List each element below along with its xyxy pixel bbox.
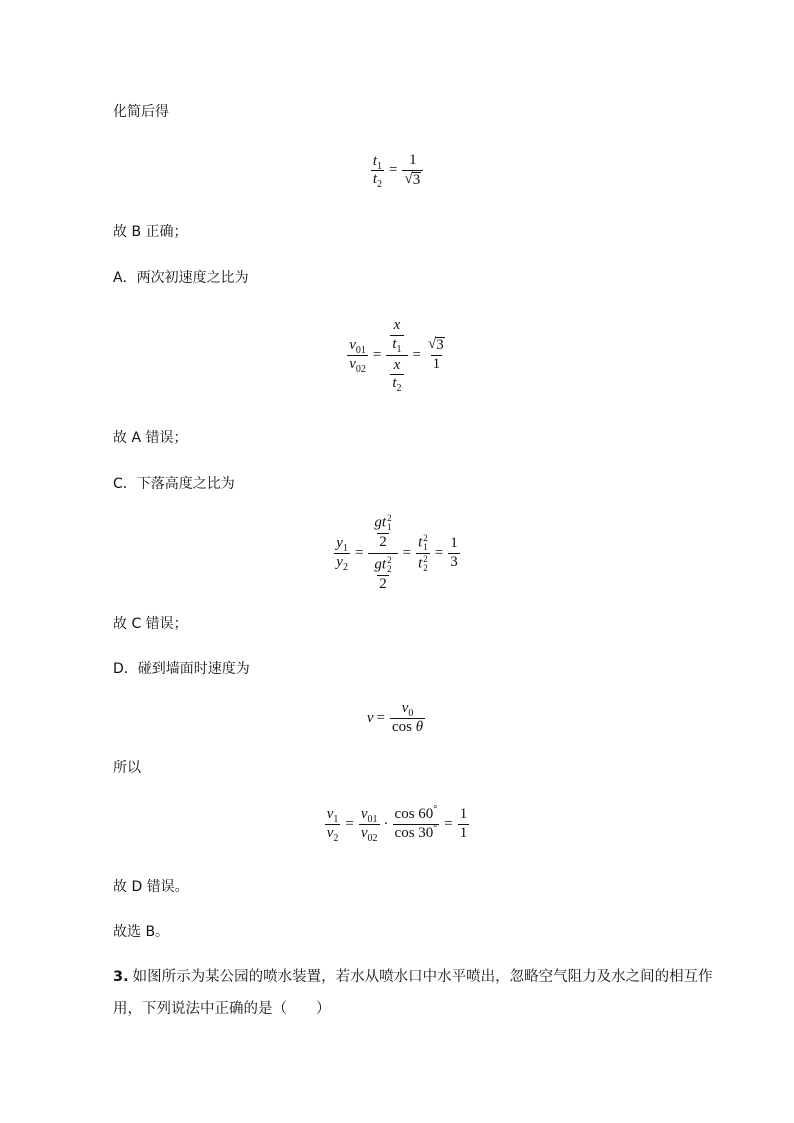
equation-time-ratio: $\frac{t_1}{t_2}$ = 1 √ 3 <box>0 153 794 189</box>
text-conclusion-c: 故 C 错误； <box>113 616 188 632</box>
text-conclusion-a: 故 A 错误； <box>113 430 188 446</box>
text-so: 所以 <box>113 760 141 776</box>
question-number: 3. <box>113 969 129 985</box>
question-3-line2: 用，下列说法中正确的是（ ） <box>113 1001 331 1017</box>
text-conclusion-b: 故 B 正确； <box>113 224 188 240</box>
question-3-line1: 3. 如图所示为某公园的喷水装置，若水从喷水口中水平喷出，忽略空气阻力及水之间的相互作 <box>113 969 713 985</box>
text-option-a: A．两次初速度之比为 <box>113 270 249 286</box>
fraction-t1-t2: $\frac{t_1}{t_2}$ <box>372 152 382 191</box>
text-option-c: C．下落高度之比为 <box>113 476 235 492</box>
equation-velocity-ratio: $\frac{v_{01}}{v_{02}}$ = $\frac{\frac{x}{t_1}}{\frac{x}{t_2}}$ = √ 3 1 <box>349 317 444 395</box>
fraction-one-root3: 1 √ 3 <box>402 153 423 189</box>
text-option-d: D．碰到墙面时速度为 <box>113 661 250 677</box>
equation-wall-speed: v = $\frac{v_0}{\text{cos θ}}$ <box>366 700 424 735</box>
equation-height-ratio: $\frac{y_1}{y_2}$ = gt 2 1 2 gt 2 2 2 = t 2 1 t 2 2 = $\frac{1}{3}$ <box>336 513 458 592</box>
text-answer: 故选 B。 <box>113 924 170 940</box>
equation-final-speed-ratio: $\frac{v_1}{v_2}$ = $\frac{v_{01}}{v_{02}}$ · $\frac{\cos 60^\circ}{\cos 30^\circ}$ = $\frac{1}{1}$ <box>326 804 468 844</box>
text-simplify: 化简后得 <box>113 104 169 120</box>
text-conclusion-d: 故 D 错误。 <box>113 879 189 895</box>
